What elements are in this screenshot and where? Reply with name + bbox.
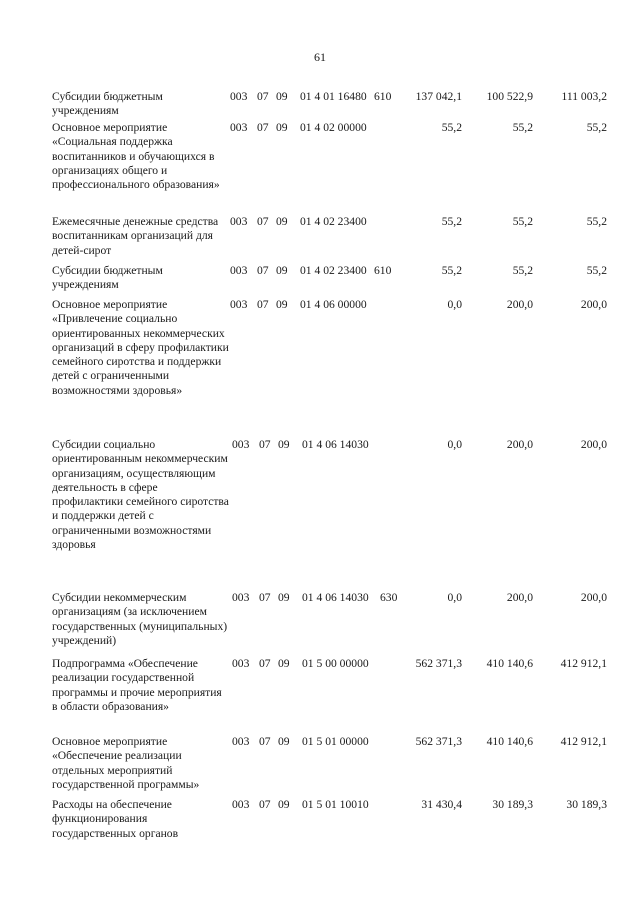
row-value-3: 55,2 <box>586 264 607 277</box>
row-ved: 003 <box>230 90 248 103</box>
row-ved: 003 <box>230 215 248 228</box>
row-value-3: 55,2 <box>586 215 607 228</box>
row-razd: 07 <box>257 215 269 228</box>
row-csr: 01 5 01 00000 <box>302 735 369 748</box>
row-name: Основное мероприятие «Обеспечение реализации отдельных мероприятий государственной программы» <box>52 735 200 791</box>
row-value-2: 100 522,9 <box>486 90 533 103</box>
row-name: Ежемесячные денежные средства воспитанникам организаций для детей-сирот <box>52 215 219 257</box>
row-value-3: 200,0 <box>580 591 607 604</box>
row-razd: 07 <box>259 735 271 748</box>
row-value-2: 410 140,6 <box>486 657 533 670</box>
row-razd: 07 <box>259 438 271 451</box>
row-value-2: 200,0 <box>506 298 533 311</box>
row-ved: 003 <box>232 735 250 748</box>
row-value-1: 0,0 <box>447 438 462 451</box>
row-csr: 01 4 02 00000 <box>300 121 367 134</box>
row-razd: 07 <box>257 264 269 277</box>
row-name: Основное мероприятие «Социальная поддержка воспитанников и обучающихся в организациях общего и профессионального образования» <box>52 121 220 192</box>
row-name: Расходы на обеспечение функционирования государственных органов <box>52 798 179 840</box>
row-value-2: 55,2 <box>512 215 533 228</box>
row-csr: 01 4 02 23400 <box>300 264 367 277</box>
row-value-3: 30 189,3 <box>566 798 607 811</box>
row-podr: 09 <box>276 298 288 311</box>
row-csr: 01 4 06 14030 <box>302 591 369 604</box>
row-csr: 01 4 02 23400 <box>300 215 367 228</box>
row-razd: 07 <box>259 591 271 604</box>
row-name: Подпрограмма «Обеспечение реализации государственной программы и прочие мероприятия в области образования» <box>52 657 222 713</box>
row-razd: 07 <box>259 798 271 811</box>
row-value-2: 30 189,3 <box>492 798 533 811</box>
row-podr: 09 <box>276 90 288 103</box>
row-ved: 003 <box>232 657 250 670</box>
row-value-3: 200,0 <box>580 438 607 451</box>
row-csr: 01 4 06 14030 <box>302 438 369 451</box>
row-value-3: 412 912,1 <box>560 735 607 748</box>
row-podr: 09 <box>278 657 290 670</box>
row-value-2: 55,2 <box>512 264 533 277</box>
row-podr: 09 <box>278 591 290 604</box>
row-ved: 003 <box>230 264 248 277</box>
row-razd: 07 <box>257 90 269 103</box>
row-value-1: 562 371,3 <box>415 735 462 748</box>
row-value-2: 200,0 <box>506 438 533 451</box>
row-ved: 003 <box>230 298 248 311</box>
row-value-1: 55,2 <box>441 215 462 228</box>
row-value-3: 412 912,1 <box>560 657 607 670</box>
row-podr: 09 <box>276 121 288 134</box>
row-value-3: 200,0 <box>580 298 607 311</box>
row-value-2: 410 140,6 <box>486 735 533 748</box>
row-value-3: 111 003,2 <box>561 90 607 103</box>
row-name: Субсидии некоммерческим организациям (за исключением государственных (муниципальных) учреждений) <box>52 591 228 647</box>
row-value-2: 55,2 <box>512 121 533 134</box>
row-csr: 01 5 00 00000 <box>302 657 369 670</box>
row-razd: 07 <box>257 298 269 311</box>
row-ved: 003 <box>230 121 248 134</box>
page-number: 61 <box>314 50 326 64</box>
row-vr: 610 <box>374 264 392 277</box>
row-ved: 003 <box>232 798 250 811</box>
row-value-1: 562 371,3 <box>415 657 462 670</box>
row-vr: 630 <box>380 591 398 604</box>
row-name: Субсидии бюджетным учреждениям <box>52 90 163 118</box>
row-name: Субсидии бюджетным учреждениям <box>52 264 163 292</box>
row-csr: 01 5 01 10010 <box>302 798 369 811</box>
row-value-1: 31 430,4 <box>421 798 462 811</box>
row-podr: 09 <box>276 264 288 277</box>
row-value-1: 0,0 <box>447 591 462 604</box>
row-csr: 01 4 06 00000 <box>300 298 367 311</box>
row-ved: 003 <box>232 438 250 451</box>
row-name: Субсидии социально ориентированным некоммерческим организациям, осуществляющим деятельность в сфере профилактики семейного сиротства и поддержки детей с ограниченными возможностями здоровья <box>52 438 229 552</box>
row-razd: 07 <box>257 121 269 134</box>
row-value-1: 137 042,1 <box>415 90 462 103</box>
row-razd: 07 <box>259 657 271 670</box>
row-value-1: 55,2 <box>441 121 462 134</box>
row-podr: 09 <box>278 735 290 748</box>
row-ved: 003 <box>232 591 250 604</box>
row-podr: 09 <box>278 438 290 451</box>
row-name: Основное мероприятие «Привлечение социально ориентированных некоммерческих организаций в сферу профилактики семейного сиротства и поддержки детей с ограниченными возможностями здоровья» <box>52 298 229 397</box>
row-csr: 01 4 01 16480 <box>300 90 367 103</box>
row-value-2: 200,0 <box>506 591 533 604</box>
row-podr: 09 <box>278 798 290 811</box>
row-value-3: 55,2 <box>586 121 607 134</box>
row-podr: 09 <box>276 215 288 228</box>
row-value-1: 0,0 <box>447 298 462 311</box>
row-value-1: 55,2 <box>441 264 462 277</box>
row-vr: 610 <box>374 90 392 103</box>
